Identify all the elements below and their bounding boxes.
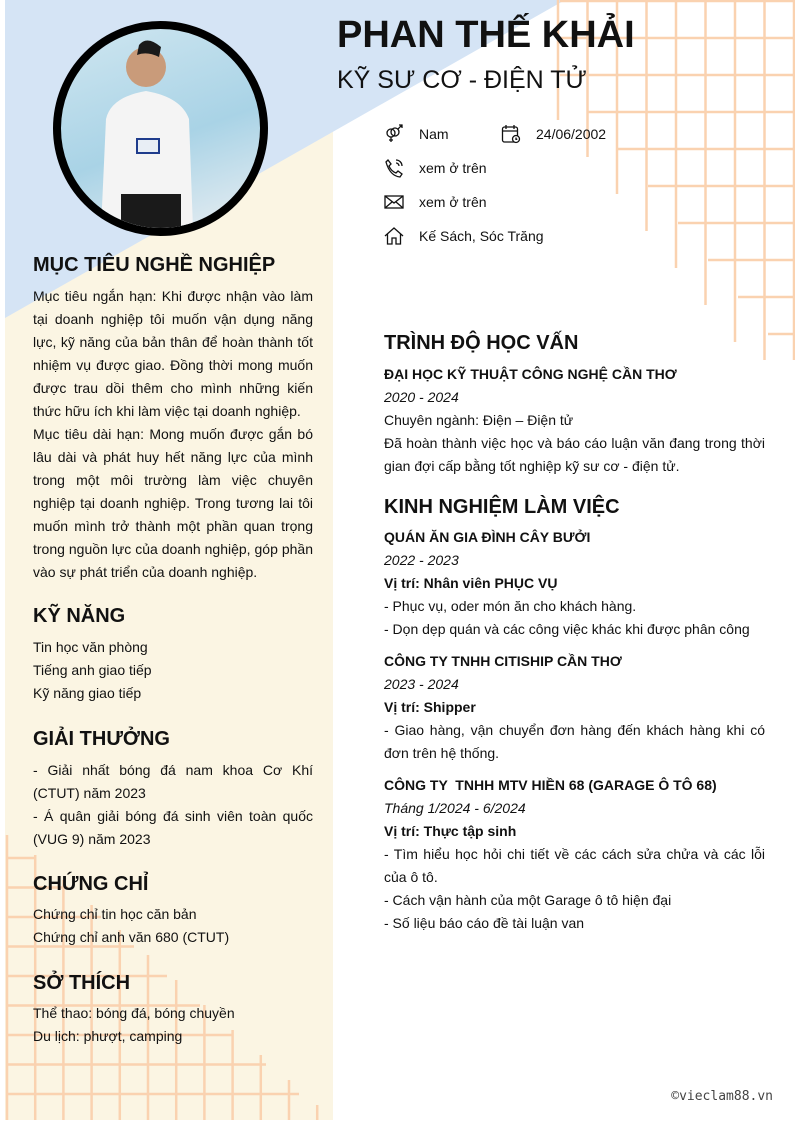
education-heading: TRÌNH ĐỘ HỌC VẤN xyxy=(384,332,579,354)
objective-long: Mục tiêu dài hạn: Mong muốn được gắn bó lâu dài và phát huy hết năng lực của mình trong một môi trường làm việc chuyên nghiệp tại doanh nghiệp. Trong tương lai tôi muốn mình trở thành một phần quan trọng trong nguồn lực của doanh nghiệp, góp phần vào sự phát triển của doanh nghiệp. xyxy=(33,426,313,580)
skills-list xyxy=(33,636,313,705)
hobbies-list xyxy=(33,1002,313,1048)
objective-short: Mục tiêu ngắn hạn: Khi được nhận vào làm tại doanh nghiệp tôi muốn vận dụng năng lực, kỹ năng của bản thân để hoàn thành tốt nhiệm vụ được giao. Đồng thời mong muốn được trau dồi thêm cho mình những kiến thức hữu ích khi làm việc tại doanh nghiệp. xyxy=(33,288,313,419)
job-period: 2023 - 2024 xyxy=(384,676,459,692)
email-value: xem ở trên xyxy=(419,194,487,210)
gender-value: Nam xyxy=(419,126,449,142)
hobby-item: Thể thao: bóng đá, bóng chuyền xyxy=(33,1005,235,1021)
job-position: Vị trí: Nhân viên PHỤC VỤ xyxy=(384,575,558,591)
person-silhouette-icon xyxy=(61,29,261,229)
education-desc: Đã hoàn thành việc học và báo cáo luận văn đang trong thời gian đợi cấp bằng tốt nghiệp kỹ sư cơ - điện tử. xyxy=(384,435,765,474)
job-period: Tháng 1/2024 - 6/2024 xyxy=(384,800,526,816)
candidate-name: PHAN THẾ KHẢI xyxy=(337,14,635,56)
gender-row xyxy=(384,124,449,144)
job-entry xyxy=(384,526,765,641)
phone-value: xem ở trên xyxy=(419,160,487,176)
calendar-icon xyxy=(501,124,521,144)
home-icon xyxy=(384,226,404,246)
envelope-icon xyxy=(384,192,404,212)
dob-row xyxy=(501,124,606,144)
education-section xyxy=(384,363,765,478)
hobbies-heading: SỞ THÍCH xyxy=(33,972,131,994)
address-value: Kế Sách, Sóc Trăng xyxy=(419,228,544,244)
skill-item: Tin học văn phòng xyxy=(33,639,148,655)
job-entry xyxy=(384,650,765,765)
award-item: - Giải nhất bóng đá nam khoa Cơ Khí (CTUT) năm 2023 xyxy=(33,762,313,801)
job-entry xyxy=(384,774,765,935)
job-task: - Phục vụ, oder món ăn cho khách hàng. xyxy=(384,598,637,614)
job-task: - Số liệu báo cáo đề tài luận van xyxy=(384,915,585,931)
job-task: - Cách vận hành của một Garage ô tô hiện đại xyxy=(384,892,672,908)
experience-heading: KINH NGHIỆM LÀM VIỆC xyxy=(384,496,620,518)
skill-item: Tiếng anh giao tiếp xyxy=(33,662,152,678)
phone-row xyxy=(384,158,487,178)
skill-item: Kỹ năng giao tiếp xyxy=(33,685,142,701)
email-row xyxy=(384,192,487,212)
address-row xyxy=(384,226,544,246)
job-task: - Tìm hiểu học hỏi chi tiết về các cách sửa chửa và các lỗi của ô tô. xyxy=(384,846,765,885)
job-company: CÔNG TY TNHH CITISHIP CẦN THƠ xyxy=(384,653,622,669)
objective-section xyxy=(33,285,313,584)
gender-icon xyxy=(384,124,404,144)
award-item: - Á quân giải bóng đá sinh viên toàn quốc (VUG 9) năm 2023 xyxy=(33,808,313,847)
job-title: KỸ SƯ CƠ - ĐIỆN TỬ xyxy=(337,66,587,94)
job-task: - Giao hàng, vận chuyển đơn hàng đến khách hàng khi có đơn trên hệ thống. xyxy=(384,722,765,761)
dob-value: 24/06/2002 xyxy=(536,126,607,142)
skills-heading: KỸ NĂNG xyxy=(33,605,126,627)
hobby-item: Du lịch: phượt, camping xyxy=(33,1028,183,1044)
objective-heading: MỤC TIÊU NGHỀ NGHIỆP xyxy=(33,254,276,276)
job-position: Vị trí: Shipper xyxy=(384,699,476,715)
job-period: 2022 - 2023 xyxy=(384,552,459,568)
experience-section xyxy=(384,526,765,935)
job-company: QUÁN ĂN GIA ĐÌNH CÂY BƯỞI xyxy=(384,529,591,545)
education-period: 2020 - 2024 xyxy=(384,389,459,405)
certificates-list xyxy=(33,903,313,949)
job-position: Vị trí: Thực tập sinh xyxy=(384,823,517,839)
watermark: ©vieclam88.vn xyxy=(671,1089,773,1104)
phone-icon xyxy=(384,158,404,178)
education-major: Chuyên ngành: Điện – Điện tử xyxy=(384,412,574,428)
job-task: - Dọn dẹp quán và các công việc khác khi được phân công xyxy=(384,621,750,637)
profile-photo xyxy=(53,21,268,236)
awards-list xyxy=(33,759,313,851)
certificates-heading: CHỨNG CHỈ xyxy=(33,873,149,895)
certificate-item: Chứng chỉ anh văn 680 (CTUT) xyxy=(33,929,230,945)
school-name: ĐẠI HỌC KỸ THUẬT CÔNG NGHỆ CẦN THƠ xyxy=(384,366,677,382)
awards-heading: GIẢI THƯỞNG xyxy=(33,728,170,750)
job-company: CÔNG TY TNHH MTV HIỀN 68 (GARAGE Ô TÔ 68) xyxy=(384,777,717,793)
certificate-item: Chứng chỉ tin học căn bản xyxy=(33,906,197,922)
